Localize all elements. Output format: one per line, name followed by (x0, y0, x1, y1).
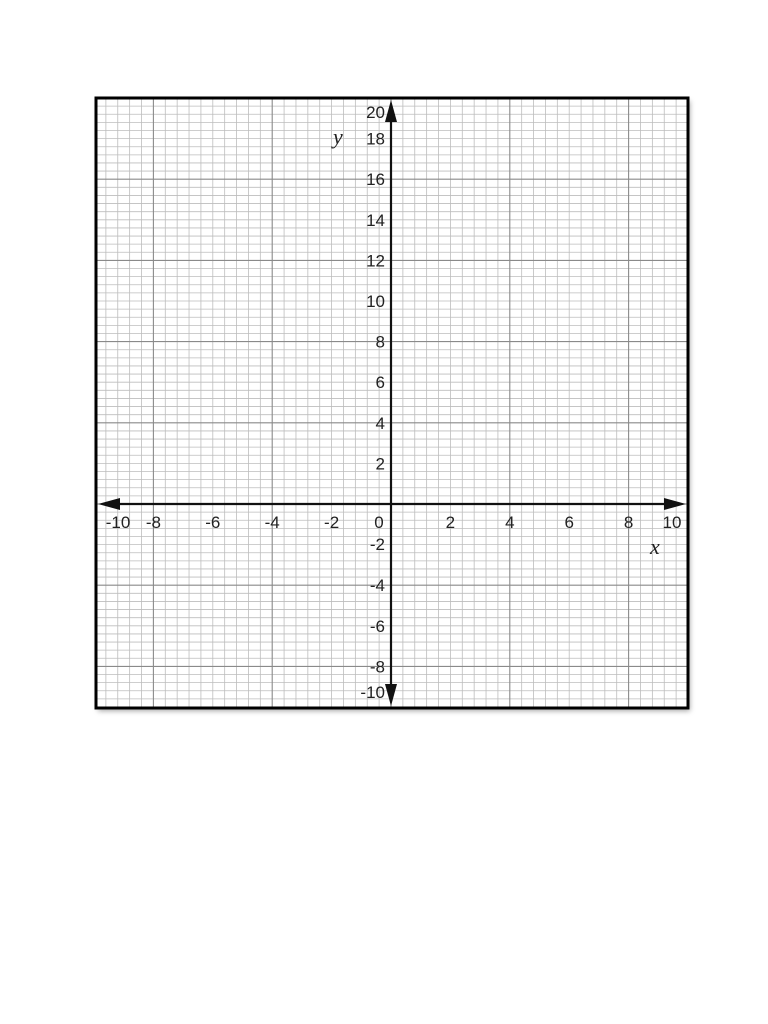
y-tick-label: 8 (375, 332, 385, 352)
x-tick-label: 6 (564, 513, 574, 532)
y-tick-label: 6 (375, 373, 385, 393)
y-tick-label: -2 (369, 535, 385, 554)
y-tick-label: -10 (360, 683, 385, 702)
x-tick-label: -8 (145, 513, 161, 532)
x-tick-label: -4 (264, 513, 280, 532)
x-tick-label: 2 (445, 513, 456, 532)
x-axis-label: x (650, 534, 660, 559)
x-tick-label: -6 (205, 513, 221, 532)
y-axis-label: y (333, 124, 343, 149)
x-tick-label: -2 (324, 513, 340, 532)
axes (98, 100, 686, 706)
x-tick-labels (106, 513, 682, 532)
y-tick-label: -4 (369, 576, 385, 596)
y-tick-label: 4 (375, 413, 385, 433)
y-axis-up-arrow (385, 100, 397, 122)
x-tick-label: -10 (105, 513, 131, 532)
y-axis-down-arrow (385, 684, 397, 706)
x-tick-label: 4 (505, 513, 515, 532)
y-tick-labels (360, 103, 385, 702)
y-tick-label: 2 (375, 454, 385, 474)
y-tick-label: 20 (366, 103, 385, 122)
x-tick-label: 8 (623, 513, 634, 532)
x-tick-label: 0 (374, 513, 384, 532)
y-tick-label: 16 (366, 170, 385, 190)
x-axis-left-arrow (98, 498, 120, 510)
x-tick-label: 10 (662, 513, 682, 532)
y-tick-label: -6 (369, 616, 385, 636)
y-tick-label: 14 (366, 210, 385, 230)
y-tick-label: 10 (366, 292, 385, 311)
y-tick-label: 18 (366, 129, 385, 149)
x-axis-right-arrow (664, 498, 686, 510)
y-tick-label: -8 (369, 657, 385, 677)
y-tick-label: 12 (366, 251, 385, 271)
